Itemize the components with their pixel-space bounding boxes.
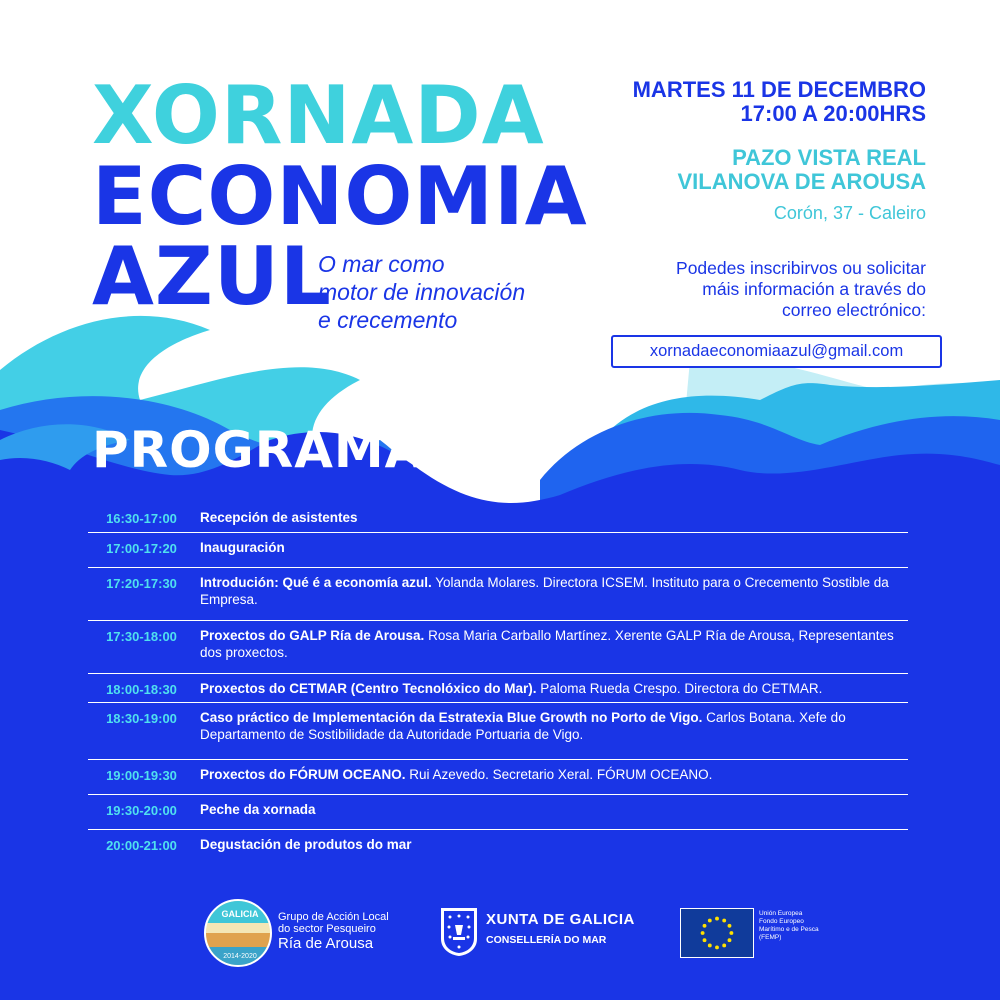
agenda-time: 17:20-17:30 bbox=[106, 576, 177, 591]
galp-logo-icon bbox=[204, 899, 272, 967]
agenda-detail: Yolanda Molares. Directora ICSEM. Instituto para o Crecemento Sostible da Empresa. bbox=[200, 575, 889, 607]
galp-text bbox=[278, 911, 389, 953]
title-xornada: XORNADA bbox=[92, 69, 545, 162]
event-venue-block bbox=[677, 146, 926, 194]
info-line: Podedes inscribirvos ou solicitar bbox=[676, 258, 926, 278]
agenda-time: 19:30-20:00 bbox=[106, 803, 177, 818]
agenda-title: Peche da xornada bbox=[200, 802, 316, 817]
agenda-desc bbox=[195, 760, 908, 794]
agenda-desc bbox=[195, 703, 908, 759]
agenda-time: 18:00-18:30 bbox=[106, 682, 177, 697]
agenda-desc bbox=[195, 568, 908, 620]
agenda-title: Recepción de asistentes bbox=[200, 510, 358, 525]
agenda-desc bbox=[195, 621, 908, 673]
agenda-time: 17:30-18:00 bbox=[106, 629, 177, 644]
xunta-department: CONSELLERÍA DO MAR bbox=[486, 934, 607, 946]
eu-line: (FEMP) bbox=[759, 934, 782, 941]
eu-line: Fondo Europeo bbox=[759, 918, 804, 925]
event-time: 17:00 A 20:00HRS bbox=[740, 101, 926, 126]
agenda-title: Inauguración bbox=[200, 540, 285, 555]
agenda-desc bbox=[195, 674, 908, 702]
agenda-title: Proxectos do CETMAR (Centro Tecnolóxico do Mar). bbox=[200, 681, 537, 696]
event-date-block bbox=[633, 78, 926, 126]
agenda-title: Degustación de produtos do mar bbox=[200, 837, 412, 852]
agenda-time: 16:30-17:00 bbox=[106, 511, 177, 526]
eu-text bbox=[759, 910, 819, 942]
contact-email[interactable]: xornadaeconomiaazul@gmail.com bbox=[611, 335, 942, 368]
event-date: MARTES 11 DE DECEMBRO bbox=[632, 77, 926, 102]
agenda-row bbox=[88, 620, 908, 673]
agenda-time: 19:00-19:30 bbox=[106, 768, 177, 783]
agenda-detail: Rui Azevedo. Secretario Xeral. FÓRUM OCEANO. bbox=[405, 767, 713, 782]
agenda-title: Caso práctico de Implementación da Estratexia Blue Growth no Porto de Vigo. bbox=[200, 710, 703, 725]
galp-badge-top: GALICIA bbox=[221, 909, 259, 919]
agenda-row bbox=[88, 829, 908, 863]
agenda-row bbox=[88, 673, 908, 702]
venue-town: VILANOVA DE AROUSA bbox=[677, 169, 926, 194]
programa-heading: PROGRAMA bbox=[92, 421, 425, 479]
agenda-desc bbox=[195, 795, 908, 829]
agenda-time: 20:00-21:00 bbox=[106, 838, 177, 853]
subtitle-line: e crecemento bbox=[318, 307, 458, 333]
agenda-table bbox=[88, 503, 908, 863]
venue-address: Corón, 37 - Caleiro bbox=[773, 203, 926, 223]
eu-line: Marítimo e de Pesca bbox=[759, 926, 819, 933]
venue-name: PAZO VISTA REAL bbox=[732, 145, 926, 170]
agenda-time: 17:00-17:20 bbox=[106, 541, 177, 556]
agenda-row bbox=[88, 702, 908, 759]
xunta-shield-icon bbox=[440, 907, 478, 957]
agenda-row bbox=[88, 532, 908, 567]
subtitle-line: motor de innovación bbox=[318, 279, 526, 305]
galp-name: Ría de Arousa bbox=[278, 935, 374, 952]
agenda-row bbox=[88, 567, 908, 620]
info-line: máis información a través do bbox=[702, 279, 926, 299]
xunta-text bbox=[486, 911, 635, 947]
info-line: correo electrónico: bbox=[782, 300, 926, 320]
agenda-detail: Paloma Rueda Crespo. Directora do CETMAR. bbox=[536, 681, 823, 696]
galp-line: Grupo de Acción Local bbox=[278, 911, 389, 923]
xunta-name: XUNTA DE GALICIA bbox=[486, 911, 635, 928]
subtitle-line: O mar como bbox=[318, 251, 445, 277]
agenda-detail: Rosa Maria Carballo Martínez. Xerente GALP Ría de Arousa, Representantes dos proxectos. bbox=[200, 628, 894, 660]
galp-badge-bottom: 2014-2020 bbox=[223, 953, 257, 960]
subtitle bbox=[318, 250, 525, 334]
agenda-row bbox=[88, 759, 908, 794]
agenda-time: 18:30-19:00 bbox=[106, 711, 177, 726]
registration-info bbox=[676, 258, 926, 321]
agenda-row bbox=[88, 503, 908, 532]
eu-line: Unión Europea bbox=[759, 910, 803, 917]
eu-flag-icon bbox=[680, 908, 754, 958]
agenda-title: Proxectos do FÓRUM OCEANO. bbox=[200, 767, 406, 782]
agenda-desc bbox=[195, 830, 908, 863]
sponsor-logos bbox=[0, 895, 1000, 975]
agenda-desc bbox=[195, 533, 908, 567]
galp-line: do sector Pesqueiro bbox=[278, 923, 376, 935]
agenda-title: Proxectos do GALP Ría de Arousa. bbox=[200, 628, 425, 643]
title-azul: AZUL bbox=[92, 230, 332, 323]
title-economia: ECONOMIA bbox=[92, 150, 588, 243]
agenda-detail: Carlos Botana. Xefe do Departamento de Sostibilidade da Autoridade Portuaria de Vigo. bbox=[200, 710, 846, 742]
agenda-desc bbox=[195, 503, 908, 532]
agenda-row bbox=[88, 794, 908, 829]
agenda-title: Introdución: Qué é a economía azul. bbox=[200, 575, 432, 590]
